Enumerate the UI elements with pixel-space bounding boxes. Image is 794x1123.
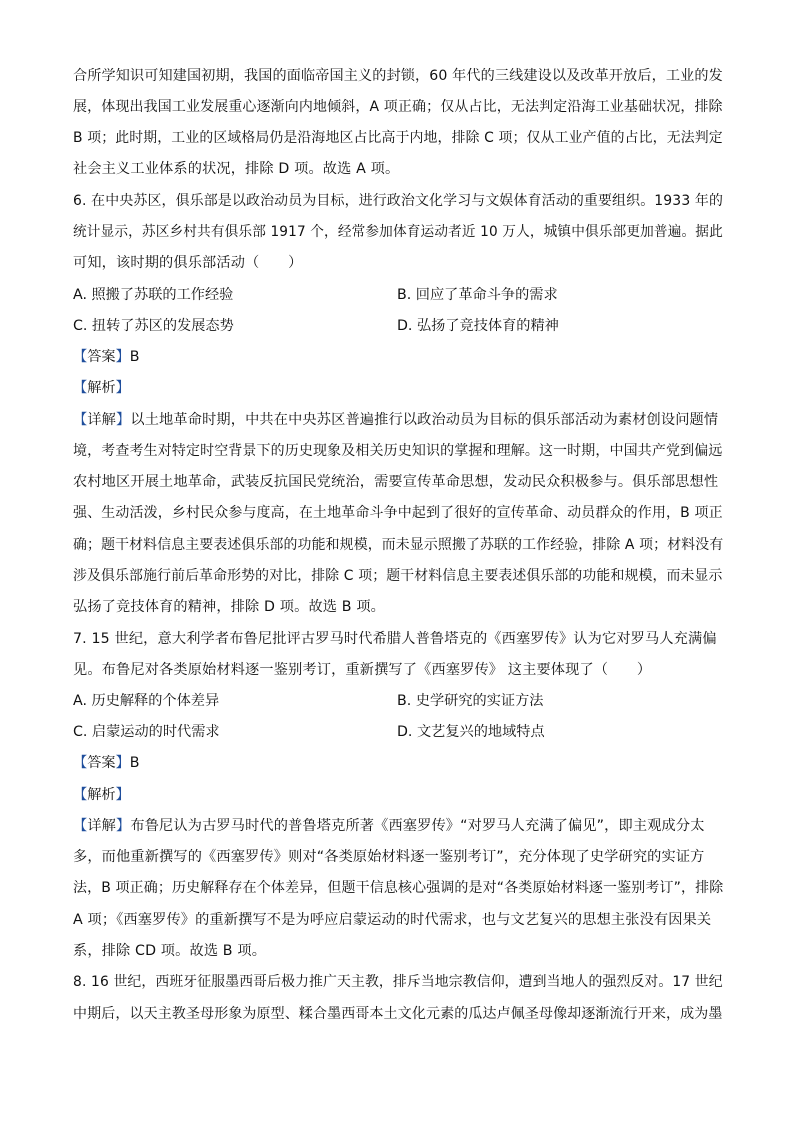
- prev-explanation-line: 展，体现出我国工业发展重心逐渐向内地倾斜，A 项正确；仅从占比，无法判定沿海工业基础状况，排除: [73, 99, 723, 115]
- q8-stem-line: 中期后，以天主教圣母形象为原型、糅合墨西哥本土文化元素的瓜达卢佩圣母像却逐渐流行开来，成为墨: [73, 1006, 723, 1022]
- q7-detail-line: 多，而他重新撰写的《西塞罗传》则对“各类原始材料逐一鉴别考订”，充分体现了史学研究的实证方: [73, 849, 705, 865]
- q7-stem-line: 7. 15 世纪，意大利学者布鲁尼批评古罗马时代希腊人普鲁塔克的《西塞罗传》认为它对罗马人充满偏: [73, 631, 717, 647]
- q6-option-b: B. 回应了革命斗争的需求: [397, 287, 558, 303]
- q6-detail-line: 确；题干材料信息主要表述俱乐部的功能和规模，而未显示照搬了苏联的工作经验，排除 A 项；材料没有: [73, 537, 724, 553]
- answer-label: 答案: [87, 349, 116, 365]
- q7-detail-line: 系，排除 CD 项。故选 B 项。: [73, 943, 267, 959]
- q7-option-d: D. 文艺复兴的地域特点: [397, 724, 545, 740]
- q7-stem-line: 见。布鲁尼对各类原始材料逐一鉴别考订，重新撰写了《西塞罗传》 这主要体现了（ ）: [73, 662, 652, 678]
- detail-label: 详解: [87, 818, 117, 834]
- q6-detail-line: 涉及俱乐部施行前后革命形势的对比，排除 C 项；题干材料信息主要表述俱乐部的功能和规模，而未显示: [73, 568, 723, 584]
- q8-stem-line: 8. 16 世纪，西班牙征服墨西哥后极力推广天主教，排斥当地宗教信仰，遭到当地人的强烈反对。17 世纪: [73, 974, 723, 990]
- q6-option-a: A. 照搬了苏联的工作经验: [73, 287, 234, 303]
- answer-value: B: [129, 349, 140, 365]
- q7-detail-line: 【详解】布鲁尼认为古罗马时代的普鲁塔克所著《西塞罗传》“对罗马人充满了偏见”，即主观成分太: [73, 818, 705, 834]
- answer-value: B: [129, 755, 140, 771]
- q6-detail-line: 农村地区开展土地革命，武装反抗国民党统治，需要宣传革命思想，发动民众积极参与。俱乐部思想性: [73, 474, 719, 490]
- analysis-label: 解析: [87, 787, 116, 803]
- prev-explanation-line: 合所学知识可知建国初期，我国的面临帝国主义的封锁，60 年代的三线建设以及改革开放后，工业的发: [73, 68, 723, 84]
- q7-answer: 【答案】B: [73, 755, 140, 771]
- q6-option-c: C. 扭转了苏区的发展态势: [73, 318, 234, 334]
- prev-explanation-line: 社会主义工业体系的状况，排除 D 项。故选 A 项。: [73, 161, 400, 177]
- q6-stem-line: 统计显示，苏区乡村共有俱乐部 1917 个，经常参加体育运动者近 10 万人，城镇中俱乐部更加普遍。据此: [73, 224, 723, 240]
- q7-detail-line: 法，B 项正确；历史解释存在个体差异，但题干信息核心强调的是对“各类原始材料逐一鉴别考订”，排除: [73, 880, 724, 896]
- q6-stem-line: 可知，该时期的俱乐部活动（ ）: [73, 255, 303, 271]
- q6-stem-line: 6. 在中央苏区，俱乐部是以政治动员为目标，进行政治文化学习与文娱体育活动的重要组织。1933 年的: [73, 193, 724, 209]
- answer-label: 答案: [87, 755, 116, 771]
- q6-answer: 【答案】B: [73, 349, 140, 365]
- q6-analysis-heading: 【解析】: [73, 380, 130, 396]
- q7-option-b: B. 史学研究的实证方法: [397, 693, 544, 709]
- q7-option-c: C. 启蒙运动的时代需求: [73, 724, 220, 740]
- q6-detail-line: 强、生动活泼，乡村民众参与度高，在土地革命斗争中起到了很好的宣传革命、动员群众的作用，B 项正: [73, 505, 723, 521]
- prev-explanation-line: B 项；此时期，工业的区域格局仍是沿海地区占比高于内地，排除 C 项；仅从工业产值的占比，无法判定: [73, 130, 723, 146]
- detail-label: 详解: [87, 412, 117, 428]
- q6-detail-line: 弘扬了竞技体育的精神，排除 D 项。故选 B 项。: [73, 599, 386, 615]
- q6-option-d: D. 弘扬了竞技体育的精神: [397, 318, 559, 334]
- q6-detail-line: 【详解】以土地革命时期，中共在中央苏区普遍推行以政治动员为目标的俱乐部活动为素材创设问题情: [73, 412, 719, 428]
- q7-analysis-heading: 【解析】: [73, 787, 130, 803]
- analysis-label: 解析: [87, 380, 116, 396]
- q7-option-a: A. 历史解释的个体差异: [73, 693, 220, 709]
- q6-detail-line: 境，考查考生对特定时空背景下的历史现象及相关历史知识的掌握和理解。这一时期，中国共产党到偏远: [73, 443, 723, 459]
- q7-detail-line: A 项；《西塞罗传》的重新撰写不是为呼应启蒙运动的时代需求，也与文艺复兴的思想主张没有因果关: [73, 912, 712, 928]
